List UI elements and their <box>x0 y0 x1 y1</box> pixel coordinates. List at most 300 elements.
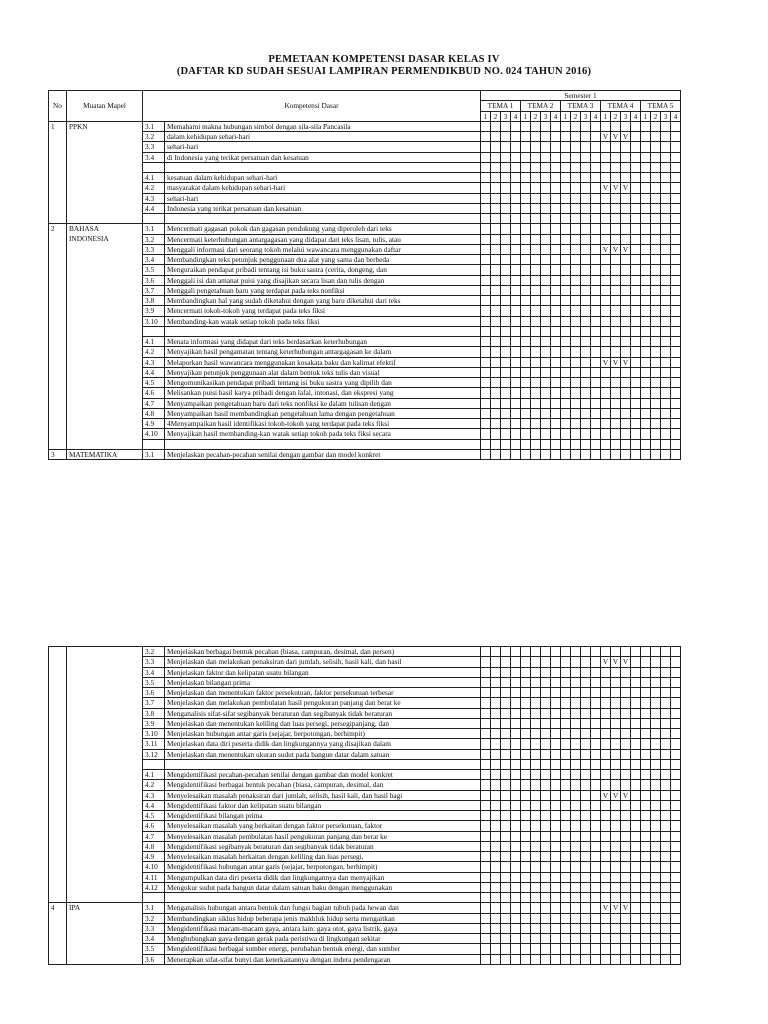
week-cell <box>491 255 501 265</box>
week-cell <box>671 934 681 944</box>
week-cell <box>641 408 651 418</box>
week-cell <box>511 862 521 872</box>
kd-description <box>165 162 481 172</box>
week-cell <box>571 749 581 759</box>
week-cell <box>661 183 671 193</box>
week-cell <box>631 811 641 821</box>
week-cell <box>551 667 561 677</box>
week-cell <box>511 337 521 347</box>
week-cell <box>481 800 491 810</box>
week-cell <box>561 852 571 862</box>
table-row <box>49 244 681 254</box>
kd-description: Menerapkan sifat-sifat bunyi dan keterkaitannya dengan indera pendengaran <box>165 954 481 964</box>
week-cell <box>641 419 651 429</box>
week-cell <box>541 954 551 964</box>
week-cell <box>621 667 631 677</box>
week-cell <box>531 244 541 254</box>
week-cell <box>501 244 511 254</box>
row-subject <box>67 203 143 213</box>
week-cell <box>491 357 501 367</box>
week-cell <box>651 357 661 367</box>
week-cell <box>671 954 681 964</box>
week-cell <box>491 923 501 933</box>
week-cell <box>581 729 591 739</box>
kd-description: Mengidentifikasi segibanyak beraturan dan segibanyak tidak beraturan <box>165 841 481 851</box>
week-cell <box>551 265 561 275</box>
kd-description: Menyelesaikan masalah pembulatan hasil pengukuran panjang dan berat ke <box>165 831 481 841</box>
week-cell <box>651 688 661 698</box>
row-subject <box>67 183 143 193</box>
week-cell <box>521 780 531 790</box>
week-cell <box>611 841 621 851</box>
week-check-mark: V <box>601 790 611 800</box>
week-cell <box>611 162 621 172</box>
week-cell <box>501 347 511 357</box>
week-cell <box>491 275 501 285</box>
week-cell <box>481 718 491 728</box>
table-row <box>49 667 681 677</box>
header-tema: TEMA 2 <box>521 101 561 111</box>
week-cell <box>521 244 531 254</box>
week-check-mark: V <box>621 657 631 667</box>
week-cell <box>501 944 511 954</box>
week-cell <box>561 647 571 657</box>
row-subject <box>67 419 143 429</box>
row-number: 2 <box>49 224 67 234</box>
week-cell <box>641 954 651 964</box>
week-cell <box>611 193 621 203</box>
kd-description: Menyelesaikan masalah yang berkaitan dengan faktor persekutuan, faktor <box>165 821 481 831</box>
week-cell <box>531 347 541 357</box>
week-cell <box>651 862 661 872</box>
week-cell <box>631 770 641 780</box>
week-cell <box>611 729 621 739</box>
week-cell <box>501 173 511 183</box>
week-cell <box>551 316 561 326</box>
week-cell <box>561 255 571 265</box>
week-cell <box>631 132 641 142</box>
row-subject <box>67 944 143 954</box>
week-cell <box>491 770 501 780</box>
week-cell <box>611 306 621 316</box>
week-cell <box>541 132 551 142</box>
table-row <box>49 749 681 759</box>
kd-code: 3.1 <box>143 224 165 234</box>
week-cell <box>661 759 671 769</box>
week-cell <box>481 688 491 698</box>
week-cell <box>571 729 581 739</box>
week-cell <box>631 285 641 295</box>
week-cell <box>651 326 661 336</box>
row-number <box>49 398 67 408</box>
week-cell <box>501 852 511 862</box>
kd-description: Melisankan puisi hasil karya pribadi dengan lafal, intonasi, dan ekspresi yang <box>165 388 481 398</box>
week-cell <box>481 667 491 677</box>
week-cell <box>521 934 531 944</box>
week-cell <box>551 954 561 964</box>
week-cell <box>671 729 681 739</box>
week-cell <box>541 800 551 810</box>
row-subject <box>67 275 143 285</box>
week-cell <box>571 367 581 377</box>
week-cell <box>641 265 651 275</box>
week-cell <box>631 821 641 831</box>
week-cell <box>481 214 491 224</box>
week-cell <box>651 275 661 285</box>
week-cell <box>641 316 651 326</box>
week-cell <box>511 954 521 964</box>
week-cell <box>481 872 491 882</box>
week-cell <box>661 244 671 254</box>
week-cell <box>581 708 591 718</box>
week-cell <box>521 439 531 449</box>
week-cell <box>621 326 631 336</box>
week-cell <box>601 306 611 316</box>
row-subject <box>67 852 143 862</box>
week-cell <box>551 173 561 183</box>
week-cell <box>501 800 511 810</box>
week-cell <box>531 121 541 131</box>
week-cell <box>541 162 551 172</box>
week-cell <box>501 698 511 708</box>
document-subtitle: (DAFTAR KD SUDAH SESUAI LAMPIRAN PERMENDIKBUD NO. 024 TAHUN 2016) <box>176 66 592 77</box>
week-cell <box>531 831 541 841</box>
week-cell <box>541 234 551 244</box>
week-cell <box>511 162 521 172</box>
row-number <box>49 708 67 718</box>
week-cell <box>631 367 641 377</box>
week-cell <box>521 739 531 749</box>
week-cell <box>491 934 501 944</box>
kd-description: Menyampaikan hasil membandingkan pengetahuan lama dengan pengetahuan <box>165 408 481 418</box>
week-cell <box>481 729 491 739</box>
week-cell <box>651 296 661 306</box>
kd-description: Membandingkan hal yang sudah diketahui dengan yang baru diketahui dari teks <box>165 296 481 306</box>
week-cell <box>661 152 671 162</box>
week-cell <box>481 439 491 449</box>
kd-description: Mengidentifikasi berbagai sumber energi, perubahan bentuk energi, dan sumber <box>165 944 481 954</box>
week-cell <box>671 688 681 698</box>
week-cell <box>601 275 611 285</box>
week-cell <box>541 152 551 162</box>
week-cell <box>551 162 561 172</box>
week-cell <box>571 224 581 234</box>
week-cell <box>531 811 541 821</box>
week-cell <box>581 852 591 862</box>
week-cell <box>641 296 651 306</box>
week-cell <box>631 378 641 388</box>
week-cell <box>631 780 641 790</box>
week-cell <box>591 708 601 718</box>
week-cell <box>571 821 581 831</box>
week-cell <box>561 316 571 326</box>
week-cell <box>651 647 661 657</box>
week-cell <box>491 893 501 903</box>
week-cell <box>521 882 531 892</box>
week-cell <box>611 821 621 831</box>
week-cell <box>611 398 621 408</box>
week-cell <box>521 357 531 367</box>
week-cell <box>661 275 671 285</box>
week-cell <box>521 718 531 728</box>
week-cell <box>551 296 561 306</box>
week-cell <box>481 132 491 142</box>
table-row <box>49 121 681 131</box>
week-cell <box>671 667 681 677</box>
header-week: 4 <box>631 111 641 121</box>
week-cell <box>671 439 681 449</box>
week-cell <box>541 821 551 831</box>
week-cell <box>581 439 591 449</box>
week-cell <box>551 893 561 903</box>
week-cell <box>581 285 591 295</box>
row-number <box>49 316 67 326</box>
week-cell <box>631 954 641 964</box>
week-cell <box>631 903 641 913</box>
table-row <box>49 862 681 872</box>
week-cell <box>491 408 501 418</box>
kd-code: 3.8 <box>143 296 165 306</box>
week-cell <box>531 357 541 367</box>
week-cell <box>551 698 561 708</box>
week-cell <box>661 923 671 933</box>
week-cell <box>671 183 681 193</box>
row-subject <box>67 667 143 677</box>
kd-code <box>143 326 165 336</box>
week-cell <box>571 285 581 295</box>
row-number <box>49 142 67 152</box>
week-cell <box>671 173 681 183</box>
table-row <box>49 688 681 698</box>
week-cell <box>611 780 621 790</box>
week-cell <box>561 770 571 780</box>
week-cell <box>541 265 551 275</box>
week-cell <box>491 132 501 142</box>
week-cell <box>501 296 511 306</box>
week-cell <box>671 337 681 347</box>
week-cell <box>541 183 551 193</box>
week-cell <box>551 429 561 439</box>
week-cell <box>591 193 601 203</box>
week-cell <box>551 790 561 800</box>
week-cell <box>661 347 671 357</box>
week-cell <box>511 811 521 821</box>
week-cell <box>641 913 651 923</box>
week-cell <box>641 337 651 347</box>
table-row <box>49 398 681 408</box>
week-cell <box>501 275 511 285</box>
week-cell <box>611 862 621 872</box>
week-cell <box>621 408 631 418</box>
kd-code: 3.4 <box>143 152 165 162</box>
table-row <box>49 872 681 882</box>
week-cell <box>661 162 671 172</box>
week-cell <box>481 173 491 183</box>
week-cell <box>531 275 541 285</box>
week-cell <box>621 337 631 347</box>
week-cell <box>671 224 681 234</box>
week-cell <box>631 667 641 677</box>
week-cell <box>561 244 571 254</box>
kd-description: Menjelaskan dan melakukan pembulatan hasil pengukuran panjang dan berat ke <box>165 698 481 708</box>
kd-description: Menggali isi dan amanat puisi yang disajikan secara lisan dan tulis dengan <box>165 275 481 285</box>
week-cell <box>661 234 671 244</box>
week-cell <box>661 841 671 851</box>
kd-code: 3.5 <box>143 265 165 275</box>
week-cell <box>591 183 601 193</box>
week-cell <box>571 903 581 913</box>
week-cell <box>491 419 501 429</box>
week-cell <box>561 944 571 954</box>
week-cell <box>561 903 571 913</box>
week-cell <box>571 419 581 429</box>
week-cell <box>551 677 561 687</box>
week-cell <box>591 275 601 285</box>
week-cell <box>651 954 661 964</box>
week-cell <box>491 903 501 913</box>
week-cell <box>511 729 521 739</box>
row-subject <box>67 882 143 892</box>
week-cell <box>671 882 681 892</box>
week-cell <box>581 811 591 821</box>
week-cell <box>631 255 641 265</box>
week-cell <box>501 770 511 780</box>
week-cell <box>591 677 601 687</box>
week-cell <box>521 944 531 954</box>
week-cell <box>501 224 511 234</box>
week-cell <box>621 367 631 377</box>
week-cell <box>541 367 551 377</box>
header-week: 2 <box>531 111 541 121</box>
week-cell <box>581 677 591 687</box>
kd-description: Menghubungkan gaya dengan gerak pada peristiwa di lingkungan sekitar <box>165 934 481 944</box>
week-cell <box>491 749 501 759</box>
week-cell <box>561 408 571 418</box>
week-cell <box>591 770 601 780</box>
week-cell <box>641 255 651 265</box>
week-cell <box>491 872 501 882</box>
week-cell <box>641 780 651 790</box>
week-cell <box>631 347 641 357</box>
week-cell <box>481 852 491 862</box>
week-cell <box>641 357 651 367</box>
week-cell <box>521 152 531 162</box>
kd-description: Menyelesaikan masalah berkaitan dengan keliling dan luas persegi, <box>165 852 481 862</box>
table-row <box>49 780 681 790</box>
week-cell <box>551 121 561 131</box>
week-cell <box>651 821 661 831</box>
week-cell <box>531 388 541 398</box>
row-number <box>49 780 67 790</box>
kd-code: 3.3 <box>143 142 165 152</box>
week-cell <box>501 882 511 892</box>
week-cell <box>671 357 681 367</box>
kd-description: Mengomunikasikan pendapat pribadi tentang isi buku sastra yang dipilih dan <box>165 378 481 388</box>
week-cell <box>571 162 581 172</box>
week-cell <box>521 811 531 821</box>
week-cell <box>481 388 491 398</box>
week-cell <box>561 657 571 667</box>
kd-code: 4.10 <box>143 429 165 439</box>
week-cell <box>551 708 561 718</box>
table-row <box>49 647 681 657</box>
week-cell <box>581 913 591 923</box>
week-cell <box>591 841 601 851</box>
kd-code: 3.11 <box>143 739 165 749</box>
week-cell <box>531 142 541 152</box>
week-cell <box>661 934 671 944</box>
week-cell <box>651 408 661 418</box>
week-cell <box>661 800 671 810</box>
week-cell <box>661 193 671 203</box>
week-cell <box>641 770 651 780</box>
week-cell <box>601 347 611 357</box>
week-cell <box>511 357 521 367</box>
table-row <box>49 903 681 913</box>
week-cell <box>531 162 541 172</box>
week-cell <box>621 388 631 398</box>
week-cell <box>581 224 591 234</box>
week-cell <box>491 193 501 203</box>
week-cell <box>491 367 501 377</box>
week-cell <box>641 852 651 862</box>
week-cell <box>621 316 631 326</box>
week-cell <box>491 800 501 810</box>
row-subject <box>67 688 143 698</box>
row-number <box>49 193 67 203</box>
week-cell <box>541 944 551 954</box>
week-cell <box>511 234 521 244</box>
week-cell <box>661 872 671 882</box>
week-cell <box>581 944 591 954</box>
kd-description: Memahami makna hubungan simbol dengan sila-sila Pancasila <box>165 121 481 131</box>
week-cell <box>501 183 511 193</box>
week-cell <box>521 326 531 336</box>
week-cell <box>551 398 561 408</box>
header-week: 4 <box>591 111 601 121</box>
week-cell <box>541 408 551 418</box>
row-number <box>49 688 67 698</box>
week-cell <box>651 398 661 408</box>
kd-code <box>143 759 165 769</box>
row-number <box>49 749 67 759</box>
week-cell <box>501 419 511 429</box>
week-cell <box>591 688 601 698</box>
week-cell <box>491 780 501 790</box>
week-cell <box>591 203 601 213</box>
week-cell <box>611 214 621 224</box>
week-cell <box>611 152 621 162</box>
week-cell <box>591 234 601 244</box>
row-number <box>49 162 67 172</box>
week-cell <box>571 275 581 285</box>
week-cell <box>521 449 531 459</box>
week-cell <box>511 903 521 913</box>
week-cell <box>551 759 561 769</box>
row-subject <box>67 326 143 336</box>
week-cell <box>531 688 541 698</box>
week-cell <box>591 152 601 162</box>
week-cell <box>601 647 611 657</box>
week-cell <box>591 439 601 449</box>
week-cell <box>591 419 601 429</box>
week-cell <box>481 903 491 913</box>
week-cell <box>521 388 531 398</box>
week-cell <box>551 841 561 851</box>
week-cell <box>581 214 591 224</box>
week-cell <box>581 296 591 306</box>
row-subject <box>67 821 143 831</box>
